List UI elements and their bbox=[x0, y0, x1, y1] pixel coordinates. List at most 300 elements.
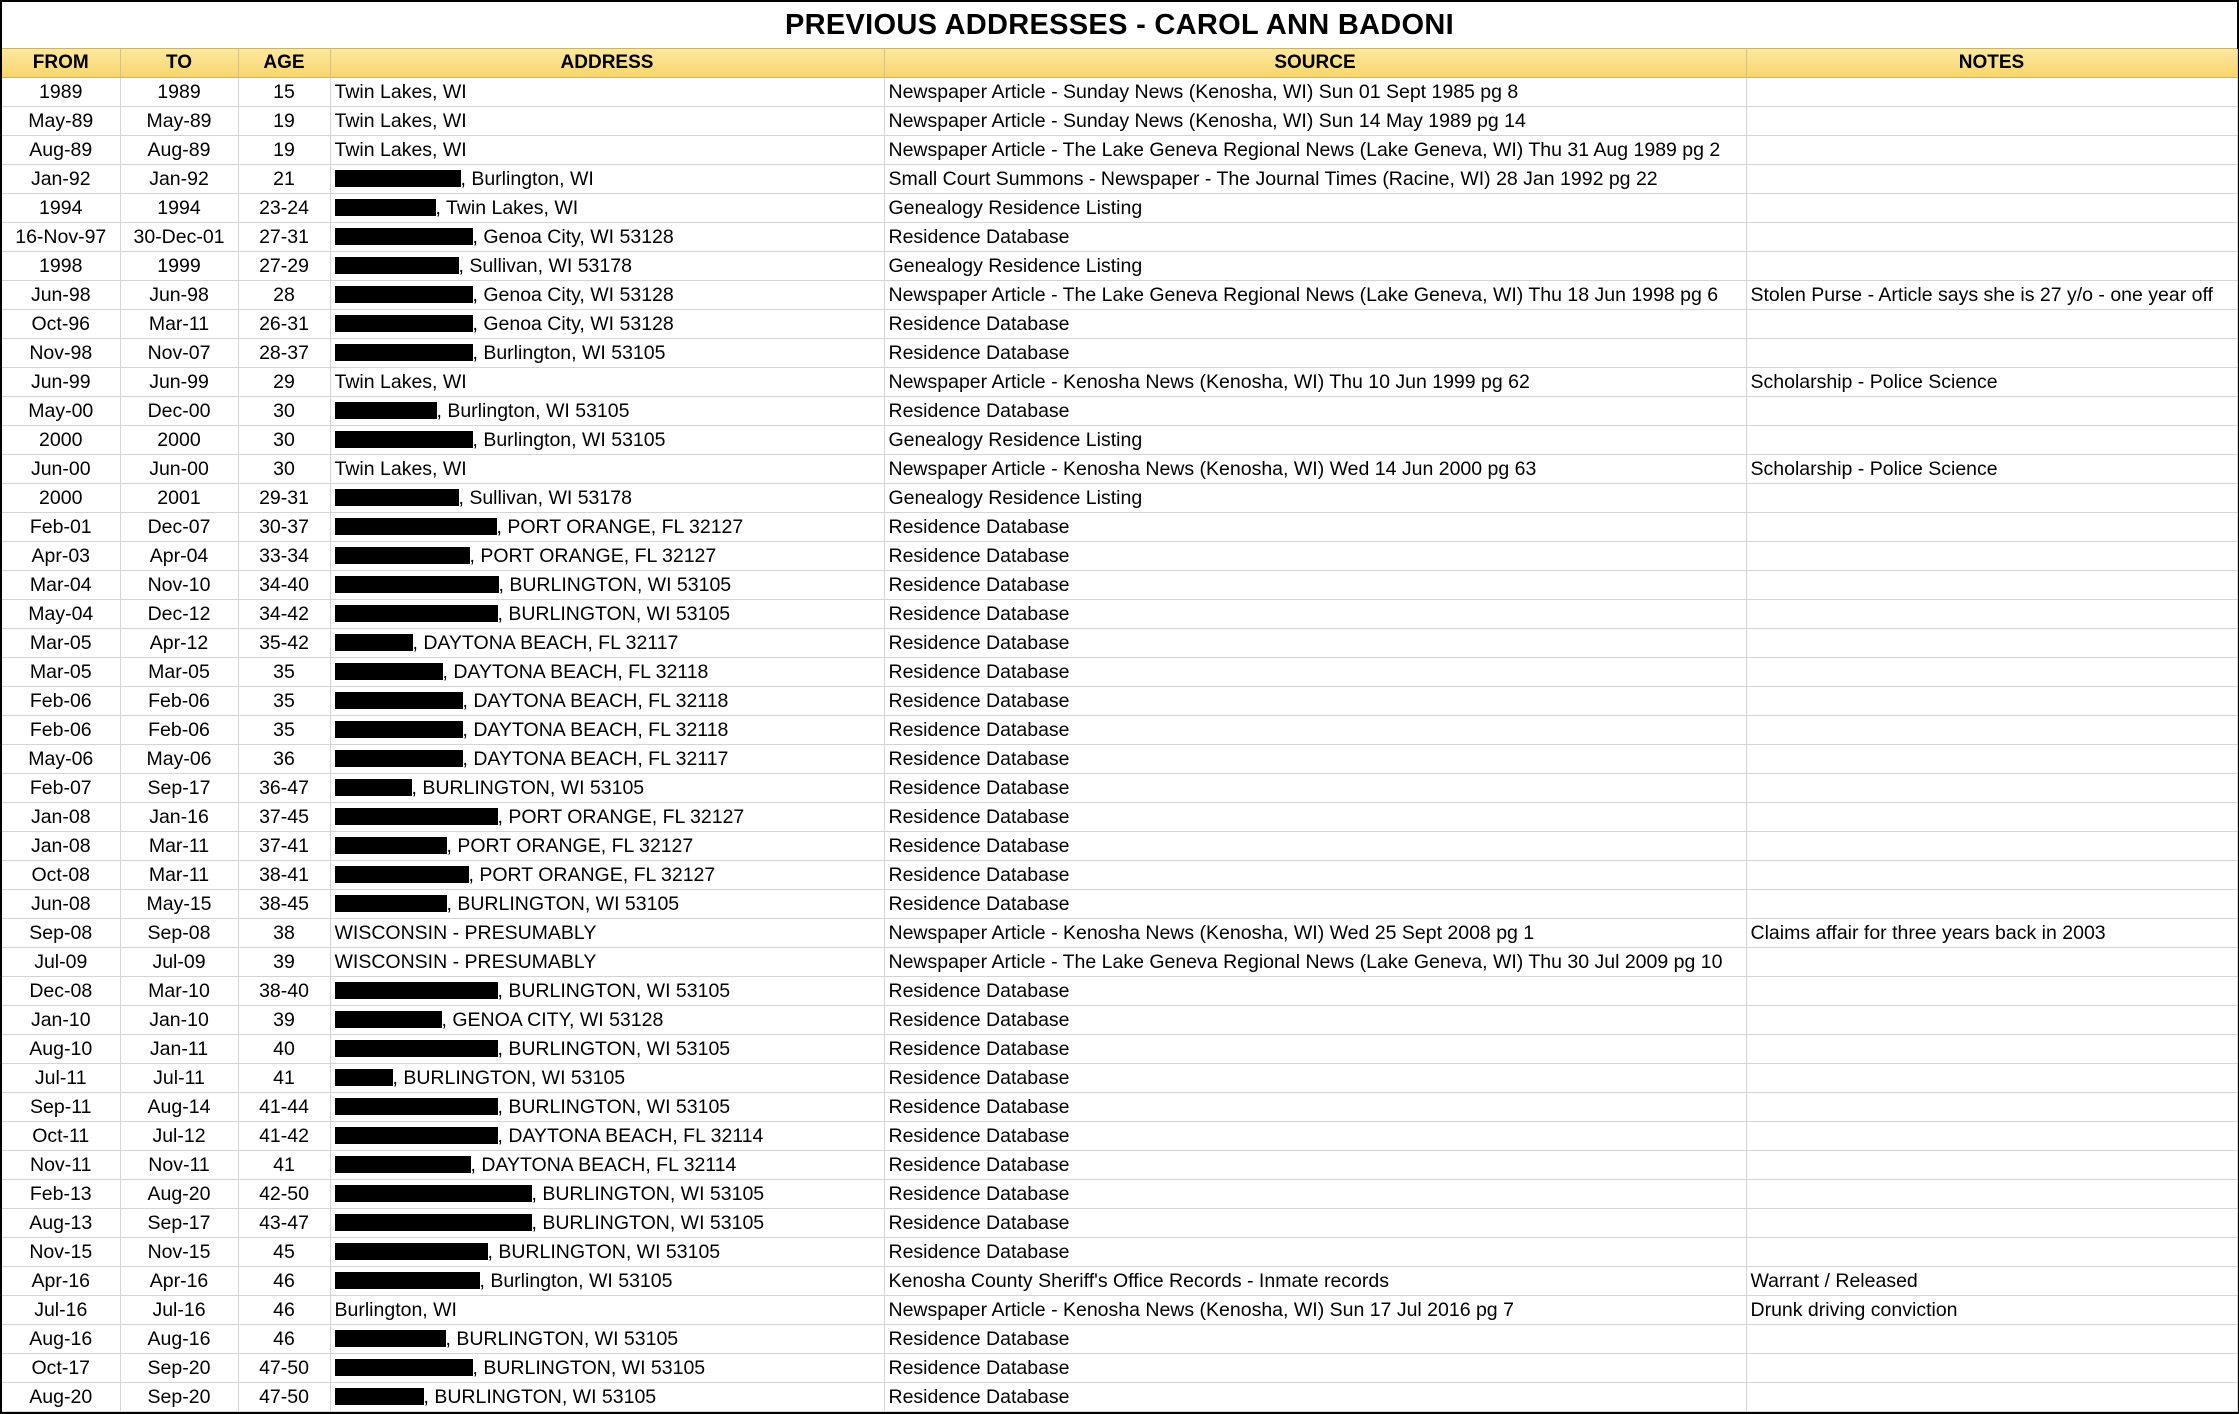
cell-notes: Claims affair for three years back in 2003 bbox=[1746, 919, 2237, 948]
sheet-title: PREVIOUS ADDRESSES - CAROL ANN BADONI bbox=[2, 2, 2237, 49]
table-row bbox=[2, 368, 2237, 397]
cell-from: Oct-17 bbox=[2, 1354, 120, 1383]
cell-age: 41 bbox=[238, 1064, 330, 1093]
cell-address bbox=[330, 223, 884, 252]
cell-from: Oct-08 bbox=[2, 861, 120, 890]
address-text: , BURLINGTON, WI 53105 bbox=[411, 777, 645, 799]
table-row bbox=[2, 1238, 2237, 1267]
cell-notes: Warrant / Released bbox=[1746, 1267, 2237, 1296]
cell-notes bbox=[1746, 310, 2237, 339]
address-text: , BURLINGTON, WI 53105 bbox=[392, 1067, 626, 1089]
cell-notes bbox=[1746, 1006, 2237, 1035]
cell-notes bbox=[1746, 803, 2237, 832]
cell-source: Genealogy Residence Listing bbox=[884, 252, 1746, 281]
address-text: , BURLINGTON, WI 53105 bbox=[531, 1212, 765, 1234]
cell-source: Residence Database bbox=[884, 542, 1746, 571]
cell-notes bbox=[1746, 1354, 2237, 1383]
address-text: , BURLINGTON, WI 53105 bbox=[497, 980, 731, 1002]
table-row bbox=[2, 252, 2237, 281]
cell-from: Feb-06 bbox=[2, 687, 120, 716]
cell-from: 16-Nov-97 bbox=[2, 223, 120, 252]
addresses-table bbox=[2, 49, 2238, 1412]
cell-source: Residence Database bbox=[884, 832, 1746, 861]
cell-from: May-00 bbox=[2, 397, 120, 426]
cell-from: Apr-16 bbox=[2, 1267, 120, 1296]
address-text: , BURLINGTON, WI 53105 bbox=[445, 1328, 679, 1350]
cell-from: 1989 bbox=[2, 78, 120, 107]
cell-source: Residence Database bbox=[884, 803, 1746, 832]
redaction-bar bbox=[335, 576, 499, 593]
cell-notes bbox=[1746, 194, 2237, 223]
address-text: Twin Lakes, WI bbox=[334, 458, 467, 480]
cell-from: May-04 bbox=[2, 600, 120, 629]
cell-from: Aug-16 bbox=[2, 1325, 120, 1354]
cell-from: Feb-06 bbox=[2, 716, 120, 745]
cell-address bbox=[330, 1006, 884, 1035]
table-row bbox=[2, 629, 2237, 658]
table-row bbox=[2, 339, 2237, 368]
cell-source: Residence Database bbox=[884, 513, 1746, 542]
redaction-bar bbox=[335, 228, 473, 245]
cell-from: Nov-98 bbox=[2, 339, 120, 368]
address-text: , BURLINGTON, WI 53105 bbox=[498, 574, 732, 596]
cell-age: 30-37 bbox=[238, 513, 330, 542]
cell-to: Nov-11 bbox=[120, 1151, 238, 1180]
cell-source: Residence Database bbox=[884, 774, 1746, 803]
cell-from: Mar-05 bbox=[2, 658, 120, 687]
cell-age: 21 bbox=[238, 165, 330, 194]
cell-from: Nov-15 bbox=[2, 1238, 120, 1267]
address-text: WISCONSIN - PRESUMABLY bbox=[334, 922, 597, 944]
cell-address bbox=[330, 397, 884, 426]
redaction-bar bbox=[335, 1243, 488, 1260]
cell-source: Residence Database bbox=[884, 1180, 1746, 1209]
cell-notes bbox=[1746, 890, 2237, 919]
cell-notes bbox=[1746, 1383, 2237, 1412]
cell-address bbox=[330, 1035, 884, 1064]
cell-source: Residence Database bbox=[884, 571, 1746, 600]
cell-source: Residence Database bbox=[884, 339, 1746, 368]
cell-to: 1994 bbox=[120, 194, 238, 223]
table-row bbox=[2, 890, 2237, 919]
address-text: , BURLINGTON, WI 53105 bbox=[531, 1183, 765, 1205]
cell-to: Sep-17 bbox=[120, 1209, 238, 1238]
cell-address bbox=[330, 455, 884, 484]
cell-source: Residence Database bbox=[884, 397, 1746, 426]
table-row bbox=[2, 223, 2237, 252]
cell-to: Jul-16 bbox=[120, 1296, 238, 1325]
redaction-bar bbox=[335, 518, 497, 535]
cell-address bbox=[330, 919, 884, 948]
cell-to: Nov-15 bbox=[120, 1238, 238, 1267]
address-text: , DAYTONA BEACH, FL 32117 bbox=[462, 748, 729, 770]
redaction-bar bbox=[335, 808, 498, 825]
cell-source: Newspaper Article - Kenosha News (Kenosha, WI) Thu 10 Jun 1999 pg 62 bbox=[884, 368, 1746, 397]
address-text: , Sullivan, WI 53178 bbox=[458, 255, 632, 277]
cell-age: 27-29 bbox=[238, 252, 330, 281]
redaction-bar bbox=[335, 1156, 471, 1173]
cell-notes bbox=[1746, 165, 2237, 194]
table-row bbox=[2, 1325, 2237, 1354]
redaction-bar bbox=[335, 1330, 446, 1347]
cell-from: Jun-00 bbox=[2, 455, 120, 484]
address-text: Twin Lakes, WI bbox=[334, 139, 467, 161]
cell-source: Residence Database bbox=[884, 223, 1746, 252]
cell-from: Jul-16 bbox=[2, 1296, 120, 1325]
cell-to: Nov-10 bbox=[120, 571, 238, 600]
redaction-bar bbox=[335, 895, 447, 912]
address-text: , Genoa City, WI 53128 bbox=[472, 313, 674, 335]
cell-source: Small Court Summons - Newspaper - The Journal Times (Racine, WI) 28 Jan 1992 pg 22 bbox=[884, 165, 1746, 194]
table-row bbox=[2, 1296, 2237, 1325]
cell-from: Jun-98 bbox=[2, 281, 120, 310]
cell-source: Residence Database bbox=[884, 1093, 1746, 1122]
cell-to: Jul-12 bbox=[120, 1122, 238, 1151]
cell-to: Jan-10 bbox=[120, 1006, 238, 1035]
cell-notes bbox=[1746, 78, 2237, 107]
cell-source: Genealogy Residence Listing bbox=[884, 194, 1746, 223]
redaction-bar bbox=[335, 344, 473, 361]
cell-from: Oct-11 bbox=[2, 1122, 120, 1151]
cell-address bbox=[330, 339, 884, 368]
cell-notes bbox=[1746, 1064, 2237, 1093]
cell-source: Genealogy Residence Listing bbox=[884, 426, 1746, 455]
address-text: , BURLINGTON, WI 53105 bbox=[446, 893, 680, 915]
cell-address bbox=[330, 136, 884, 165]
cell-source: Residence Database bbox=[884, 1209, 1746, 1238]
table-row bbox=[2, 600, 2237, 629]
cell-from: Feb-01 bbox=[2, 513, 120, 542]
cell-age: 38-41 bbox=[238, 861, 330, 890]
table-row bbox=[2, 1122, 2237, 1151]
cell-address bbox=[330, 861, 884, 890]
cell-address bbox=[330, 1093, 884, 1122]
table-row bbox=[2, 571, 2237, 600]
cell-address bbox=[330, 1238, 884, 1267]
cell-from: 2000 bbox=[2, 484, 120, 513]
cell-source: Genealogy Residence Listing bbox=[884, 484, 1746, 513]
table-row bbox=[2, 542, 2237, 571]
address-text: , PORT ORANGE, FL 32127 bbox=[468, 864, 716, 886]
redaction-bar bbox=[335, 1272, 480, 1289]
address-text: , Burlington, WI 53105 bbox=[472, 429, 666, 451]
redaction-bar bbox=[335, 779, 412, 796]
address-text: , Genoa City, WI 53128 bbox=[472, 284, 674, 306]
cell-source: Newspaper Article - The Lake Geneva Regional News (Lake Geneva, WI) Thu 31 Aug 1989 pg 2 bbox=[884, 136, 1746, 165]
cell-notes bbox=[1746, 1325, 2237, 1354]
address-text: , Burlington, WI bbox=[460, 168, 594, 190]
cell-from: Aug-10 bbox=[2, 1035, 120, 1064]
cell-source: Residence Database bbox=[884, 1006, 1746, 1035]
table-row bbox=[2, 774, 2237, 803]
cell-from: Sep-11 bbox=[2, 1093, 120, 1122]
address-text: , BURLINGTON, WI 53105 bbox=[497, 603, 731, 625]
cell-source: Residence Database bbox=[884, 977, 1746, 1006]
address-text: , BURLINGTON, WI 53105 bbox=[487, 1241, 721, 1263]
address-text: , DAYTONA BEACH, FL 32117 bbox=[412, 632, 679, 654]
redaction-bar bbox=[335, 837, 447, 854]
table-row bbox=[2, 455, 2237, 484]
cell-notes: Drunk driving conviction bbox=[1746, 1296, 2237, 1325]
address-text: , PORT ORANGE, FL 32127 bbox=[446, 835, 694, 857]
header-row bbox=[2, 49, 2237, 78]
cell-age: 30 bbox=[238, 455, 330, 484]
cell-from: Sep-08 bbox=[2, 919, 120, 948]
cell-address bbox=[330, 368, 884, 397]
cell-from: Apr-03 bbox=[2, 542, 120, 571]
cell-to: Dec-00 bbox=[120, 397, 238, 426]
redaction-bar bbox=[335, 721, 463, 738]
cell-age: 45 bbox=[238, 1238, 330, 1267]
cell-to: Sep-17 bbox=[120, 774, 238, 803]
table-row bbox=[2, 919, 2237, 948]
redaction-bar bbox=[335, 402, 437, 419]
address-text: , BURLINGTON, WI 53105 bbox=[472, 1357, 706, 1379]
cell-from: Jan-08 bbox=[2, 803, 120, 832]
cell-to: Apr-04 bbox=[120, 542, 238, 571]
cell-from: Feb-13 bbox=[2, 1180, 120, 1209]
cell-to: May-89 bbox=[120, 107, 238, 136]
cell-from: Jan-92 bbox=[2, 165, 120, 194]
cell-to: 2001 bbox=[120, 484, 238, 513]
cell-notes bbox=[1746, 339, 2237, 368]
cell-to: Jun-00 bbox=[120, 455, 238, 484]
table-row bbox=[2, 136, 2237, 165]
cell-age: 19 bbox=[238, 136, 330, 165]
cell-to: Jun-99 bbox=[120, 368, 238, 397]
table-row bbox=[2, 803, 2237, 832]
table-row bbox=[2, 1209, 2237, 1238]
cell-source: Newspaper Article - The Lake Geneva Regional News (Lake Geneva, WI) Thu 30 Jul 2009 pg 10 bbox=[884, 948, 1746, 977]
cell-notes bbox=[1746, 861, 2237, 890]
cell-to: Aug-14 bbox=[120, 1093, 238, 1122]
cell-to: Dec-12 bbox=[120, 600, 238, 629]
cell-source: Residence Database bbox=[884, 1354, 1746, 1383]
cell-address bbox=[330, 310, 884, 339]
redaction-bar bbox=[335, 1069, 393, 1086]
cell-notes bbox=[1746, 716, 2237, 745]
cell-address bbox=[330, 107, 884, 136]
table-row bbox=[2, 1180, 2237, 1209]
cell-notes bbox=[1746, 600, 2237, 629]
redaction-bar bbox=[335, 315, 473, 332]
cell-to: Jun-98 bbox=[120, 281, 238, 310]
table-row bbox=[2, 1354, 2237, 1383]
cell-address bbox=[330, 948, 884, 977]
cell-address bbox=[330, 1180, 884, 1209]
cell-source: Residence Database bbox=[884, 1064, 1746, 1093]
table-row bbox=[2, 1064, 2237, 1093]
cell-age: 38-45 bbox=[238, 890, 330, 919]
cell-to: Aug-89 bbox=[120, 136, 238, 165]
table-row bbox=[2, 1267, 2237, 1296]
cell-from: Aug-89 bbox=[2, 136, 120, 165]
table-row bbox=[2, 658, 2237, 687]
cell-age: 46 bbox=[238, 1325, 330, 1354]
cell-notes bbox=[1746, 1180, 2237, 1209]
cell-notes bbox=[1746, 1238, 2237, 1267]
redaction-bar bbox=[335, 982, 498, 999]
table-row bbox=[2, 687, 2237, 716]
cell-notes bbox=[1746, 1122, 2237, 1151]
table-row bbox=[2, 78, 2237, 107]
redaction-bar bbox=[335, 1040, 498, 1057]
cell-to: Sep-08 bbox=[120, 919, 238, 948]
cell-notes bbox=[1746, 397, 2237, 426]
header-address: ADDRESS bbox=[330, 49, 884, 78]
cell-to: Feb-06 bbox=[120, 716, 238, 745]
cell-from: 2000 bbox=[2, 426, 120, 455]
cell-to: Jan-16 bbox=[120, 803, 238, 832]
cell-notes bbox=[1746, 658, 2237, 687]
cell-to: Jan-11 bbox=[120, 1035, 238, 1064]
cell-from: Mar-05 bbox=[2, 629, 120, 658]
cell-from: May-89 bbox=[2, 107, 120, 136]
cell-address bbox=[330, 774, 884, 803]
redaction-bar bbox=[335, 692, 463, 709]
cell-address bbox=[330, 1325, 884, 1354]
table-row bbox=[2, 716, 2237, 745]
cell-age: 39 bbox=[238, 1006, 330, 1035]
cell-source: Residence Database bbox=[884, 861, 1746, 890]
cell-from: May-06 bbox=[2, 745, 120, 774]
cell-age: 29 bbox=[238, 368, 330, 397]
table-row bbox=[2, 948, 2237, 977]
cell-age: 34-42 bbox=[238, 600, 330, 629]
table-row bbox=[2, 861, 2237, 890]
cell-notes bbox=[1746, 1035, 2237, 1064]
cell-age: 38 bbox=[238, 919, 330, 948]
cell-age: 43-47 bbox=[238, 1209, 330, 1238]
address-text: , Genoa City, WI 53128 bbox=[472, 226, 674, 248]
cell-from: Aug-20 bbox=[2, 1383, 120, 1412]
cell-source: Residence Database bbox=[884, 1151, 1746, 1180]
table-row bbox=[2, 426, 2237, 455]
redaction-bar bbox=[335, 489, 459, 506]
cell-age: 41 bbox=[238, 1151, 330, 1180]
address-text: , BURLINGTON, WI 53105 bbox=[497, 1038, 731, 1060]
cell-address bbox=[330, 571, 884, 600]
cell-age: 39 bbox=[238, 948, 330, 977]
address-text: , PORT ORANGE, FL 32127 bbox=[497, 806, 745, 828]
cell-age: 36 bbox=[238, 745, 330, 774]
cell-notes bbox=[1746, 948, 2237, 977]
redaction-bar bbox=[335, 605, 498, 622]
cell-notes bbox=[1746, 1209, 2237, 1238]
cell-address bbox=[330, 745, 884, 774]
address-text: , BURLINGTON, WI 53105 bbox=[497, 1096, 731, 1118]
cell-to: Jan-92 bbox=[120, 165, 238, 194]
header-to: TO bbox=[120, 49, 238, 78]
cell-address bbox=[330, 658, 884, 687]
cell-to: May-15 bbox=[120, 890, 238, 919]
cell-to: Mar-11 bbox=[120, 310, 238, 339]
cell-address bbox=[330, 716, 884, 745]
cell-address bbox=[330, 977, 884, 1006]
cell-address bbox=[330, 281, 884, 310]
cell-source: Newspaper Article - Sunday News (Kenosha, WI) Sun 14 May 1989 pg 14 bbox=[884, 107, 1746, 136]
cell-source: Residence Database bbox=[884, 1035, 1746, 1064]
cell-age: 35 bbox=[238, 687, 330, 716]
cell-notes bbox=[1746, 629, 2237, 658]
redaction-bar bbox=[335, 547, 470, 564]
table-row bbox=[2, 107, 2237, 136]
address-text: Twin Lakes, WI bbox=[334, 371, 467, 393]
cell-from: Jan-08 bbox=[2, 832, 120, 861]
cell-age: 19 bbox=[238, 107, 330, 136]
address-text: , BURLINGTON, WI 53105 bbox=[423, 1386, 657, 1408]
cell-notes bbox=[1746, 513, 2237, 542]
address-text: , DAYTONA BEACH, FL 32114 bbox=[497, 1125, 764, 1147]
table-row bbox=[2, 310, 2237, 339]
table-row bbox=[2, 1151, 2237, 1180]
table-row bbox=[2, 977, 2237, 1006]
address-text: , DAYTONA BEACH, FL 32118 bbox=[462, 719, 729, 741]
cell-to: Mar-11 bbox=[120, 832, 238, 861]
cell-notes bbox=[1746, 745, 2237, 774]
redaction-bar bbox=[335, 1388, 424, 1405]
cell-age: 41-44 bbox=[238, 1093, 330, 1122]
cell-source: Newspaper Article - The Lake Geneva Regional News (Lake Geneva, WI) Thu 18 Jun 1998 pg 6 bbox=[884, 281, 1746, 310]
cell-address bbox=[330, 1122, 884, 1151]
cell-source: Kenosha County Sheriff's Office Records - Inmate records bbox=[884, 1267, 1746, 1296]
cell-source: Residence Database bbox=[884, 716, 1746, 745]
cell-address bbox=[330, 687, 884, 716]
redaction-bar bbox=[335, 866, 469, 883]
cell-notes bbox=[1746, 223, 2237, 252]
cell-notes bbox=[1746, 1151, 2237, 1180]
cell-from: 1998 bbox=[2, 252, 120, 281]
table-row bbox=[2, 397, 2237, 426]
cell-to: Aug-20 bbox=[120, 1180, 238, 1209]
table-row bbox=[2, 1093, 2237, 1122]
redaction-bar bbox=[335, 1359, 473, 1376]
cell-address bbox=[330, 78, 884, 107]
address-text: , PORT ORANGE, FL 32127 bbox=[496, 516, 744, 538]
cell-notes: Scholarship - Police Science bbox=[1746, 455, 2237, 484]
address-text: Burlington, WI bbox=[334, 1299, 457, 1321]
cell-age: 38-40 bbox=[238, 977, 330, 1006]
cell-notes bbox=[1746, 1093, 2237, 1122]
cell-age: 42-50 bbox=[238, 1180, 330, 1209]
cell-source: Residence Database bbox=[884, 629, 1746, 658]
cell-from: Aug-13 bbox=[2, 1209, 120, 1238]
cell-address bbox=[330, 803, 884, 832]
address-text: , DAYTONA BEACH, FL 32118 bbox=[442, 661, 709, 683]
cell-to: May-06 bbox=[120, 745, 238, 774]
table-row bbox=[2, 194, 2237, 223]
cell-source: Residence Database bbox=[884, 1383, 1746, 1412]
cell-age: 36-47 bbox=[238, 774, 330, 803]
address-text: , PORT ORANGE, FL 32127 bbox=[469, 545, 717, 567]
address-text: Twin Lakes, WI bbox=[334, 110, 467, 132]
cell-from: Nov-11 bbox=[2, 1151, 120, 1180]
redaction-bar bbox=[335, 1098, 498, 1115]
redaction-bar bbox=[335, 170, 461, 187]
cell-notes bbox=[1746, 252, 2237, 281]
cell-to: 2000 bbox=[120, 426, 238, 455]
cell-age: 47-50 bbox=[238, 1383, 330, 1412]
cell-to: 1999 bbox=[120, 252, 238, 281]
redaction-bar bbox=[335, 1127, 498, 1144]
cell-notes bbox=[1746, 571, 2237, 600]
cell-from: Jun-08 bbox=[2, 890, 120, 919]
cell-age: 29-31 bbox=[238, 484, 330, 513]
cell-notes bbox=[1746, 484, 2237, 513]
header-notes: NOTES bbox=[1746, 49, 2237, 78]
cell-to: Mar-11 bbox=[120, 861, 238, 890]
header-age: AGE bbox=[238, 49, 330, 78]
